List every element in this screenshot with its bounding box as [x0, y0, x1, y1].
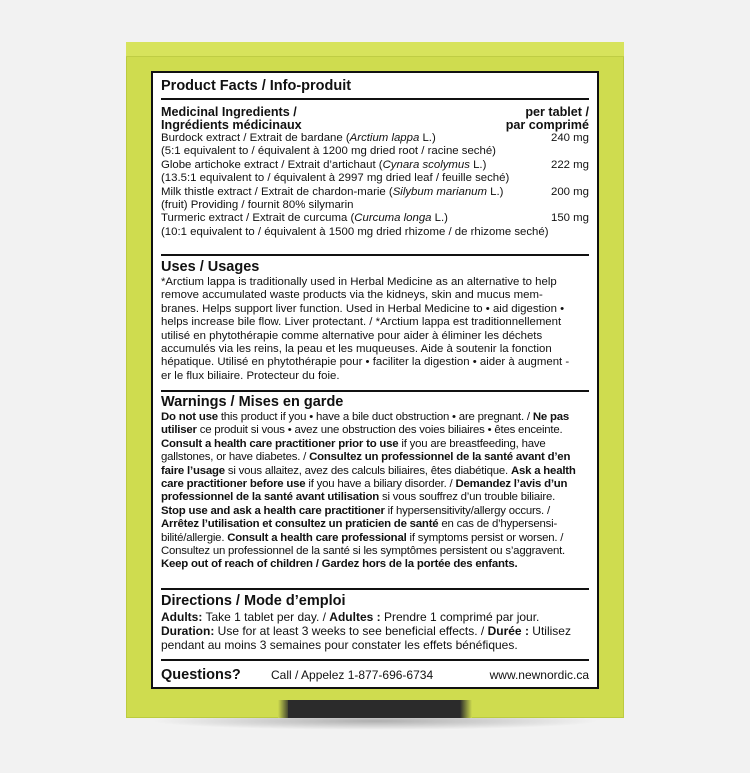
ingredient-row — [161, 212, 589, 225]
ingredient-name — [161, 159, 486, 172]
ingredients-list — [161, 132, 589, 239]
warnings-line — [161, 532, 589, 545]
ingredient-note: (5:1 equivalent to / équivalent à 1200 mg dried root / racine seché) — [161, 145, 496, 158]
ingredient-name-post: L.) — [469, 158, 487, 171]
facts-header — [161, 76, 589, 100]
warnings-line-segment: if symptoms persist or worsen. / — [406, 531, 564, 544]
warnings-heading: Warnings / Mises en garde — [161, 394, 344, 410]
warnings-line — [161, 465, 589, 478]
directions-text — [161, 610, 589, 652]
ingredient-name-pre: Turmeric extract / Extrait de curcuma ( — [161, 212, 355, 225]
directions-line — [161, 610, 589, 624]
directions-section — [161, 592, 589, 661]
ingredient-name-pre: Globe artichoke extract / Extrait d’artichaut ( — [161, 158, 383, 171]
warnings-line-segment: if hypersensitivity/allergy occurs. / — [384, 504, 550, 517]
warnings-line-segment: en cas de d’hypersensi- — [438, 518, 558, 531]
warnings-line-segment: professionnel de la santé avant utilisation — [161, 491, 380, 504]
directions-line-segment: Duration: — [161, 624, 215, 638]
ingredients-heading-fr: Ingrédients médicinaux — [161, 118, 302, 132]
ingredients-heading-row-fr — [161, 119, 589, 132]
warnings-line-segment: Ask a health — [510, 464, 576, 477]
ingredient-latin: Cynara scolymus — [382, 158, 470, 171]
warnings-line — [161, 558, 589, 571]
ingredient-row — [161, 159, 589, 172]
ingredient-name-post: L.) — [487, 185, 504, 198]
questions-row — [161, 665, 589, 685]
warnings-line-segment: care practitioner before use — [161, 478, 306, 491]
warnings-line-segment: Consultez un professionnel de la santé si les symptômes persistent ou s’aggravent. — [161, 545, 566, 558]
warnings-line-segment: si vous souffrez d’un trouble biliaire. — [379, 491, 556, 504]
warnings-line-segment: si vous allaitez, avez des calculs biliaires, êtes diabétique. — [224, 464, 511, 477]
warnings-line — [161, 505, 589, 518]
ingredient-amount: 240 mg — [551, 132, 589, 144]
ingredient-name-post: L.) — [419, 132, 436, 144]
questions-heading: Questions? — [161, 667, 241, 683]
directions-line-segment: Take 1 tablet per day. / — [202, 610, 330, 624]
warnings-line-segment: bilité/allergie. — [161, 531, 228, 544]
ingredient-name — [161, 212, 448, 225]
warnings-line — [161, 478, 589, 491]
warnings-line-segment: if you are breastfeeding, have — [398, 437, 546, 450]
warnings-line — [161, 545, 589, 558]
warnings-line — [161, 411, 589, 424]
warnings-line-segment: Consultez un professionnel de la santé avant d’en — [309, 451, 571, 464]
directions-line-segment: Prendre 1 comprimé par jour. — [380, 610, 540, 624]
uses-line: branes. Helps support liver function. Used in Herbal Medicine to • aid digestion • — [161, 302, 565, 315]
warnings-line — [161, 518, 589, 531]
product-facts-panel — [151, 71, 599, 689]
uses-line: remove accumulated waste products via the kidneys, skin and mucus mem- — [161, 289, 543, 302]
directions-line-segment: Adultes : — [329, 610, 381, 624]
warnings-line — [161, 438, 589, 451]
uses-line: er le flux biliaire. Protecteur du foie. — [161, 369, 340, 382]
ingredient-row — [161, 132, 589, 145]
warnings-line — [161, 451, 589, 464]
box-top-flap — [126, 42, 624, 57]
warnings-line-segment: faire l’usage — [161, 464, 225, 477]
warnings-line — [161, 491, 589, 504]
ingredient-row — [161, 186, 589, 199]
per-tablet-en: per tablet / — [525, 105, 589, 119]
ingredient-latin: Arctium lappa — [349, 132, 420, 144]
directions-line-segment: Utilisez — [528, 624, 571, 638]
ingredient-note: (13.5:1 equivalent to / équivalent à 2997 mg dried leaf / feuille seché) — [161, 172, 510, 185]
ingredient-name-post: L.) — [431, 212, 448, 225]
warnings-section — [161, 393, 589, 590]
ingredients-heading-en: Medicinal Ingredients / — [161, 105, 297, 119]
box-notch-edge-right — [460, 700, 472, 718]
directions-heading: Directions / Mode d’emploi — [161, 593, 346, 609]
warnings-line-segment: Keep out of reach of children / Gardez hors de la portée des enfants. — [161, 558, 518, 571]
directions-line-segment: Use for at least 3 weeks to see beneficial effects. / — [214, 624, 488, 638]
directions-line — [161, 624, 589, 638]
box-bottom-notch — [288, 700, 462, 718]
facts-title: Product Facts / Info-produit — [161, 78, 352, 94]
warnings-line-segment: Demandez l’avis d’un — [455, 478, 568, 491]
warnings-line-segment: Do not use — [161, 411, 218, 423]
ingredient-name — [161, 186, 503, 199]
ingredient-name — [161, 132, 436, 145]
warnings-line-segment: utiliser — [161, 424, 197, 437]
ingredient-name-pre: Milk thistle extract / Extrait de chardon-marie ( — [161, 185, 393, 198]
uses-section — [161, 258, 589, 392]
warnings-line-segment: Consult a health care professional — [227, 531, 407, 544]
ingredient-amount: 222 mg — [551, 158, 589, 171]
directions-line-segment: Adults: — [161, 610, 203, 624]
uses-text — [161, 276, 589, 383]
ingredients-section — [161, 102, 589, 256]
uses-line: accumulés via les reins, la peau et les muqueuses. Aide à soutenir la fonction — [161, 343, 552, 356]
uses-line: *Arctium lappa is traditionally used in Herbal Medicine as an alternative to help — [161, 276, 557, 288]
uses-line: helps increase bile flow. Liver protectant. / *Arctium lappa est traditionnellement — [161, 316, 562, 329]
directions-line-segment: Durée : — [487, 624, 529, 638]
warnings-line-segment: Ne pas — [532, 411, 570, 423]
warnings-line-segment: Consult a health care practitioner prior to use — [161, 437, 399, 450]
warnings-line-segment: Stop use and ask a health care practitioner — [161, 504, 385, 517]
per-tablet-fr: par comprimé — [505, 118, 589, 132]
warnings-line-segment: this product if you • have a bile duct obstruction • are pregnant. / — [217, 411, 533, 423]
ingredient-amount: 200 mg — [551, 185, 589, 198]
website-link[interactable]: www.newnordic.ca — [489, 668, 589, 682]
ingredient-name-pre: Burdock extract / Extrait de bardane ( — [161, 132, 350, 144]
ingredient-latin: Curcuma longa — [354, 212, 432, 225]
warnings-line-segment: if you have a biliary disorder. / — [305, 478, 456, 491]
warnings-line — [161, 424, 589, 437]
warnings-line-segment: Arrêtez l’utilisation et consultez un praticien de santé — [161, 518, 439, 531]
warnings-line-segment: ce produit si vous • avez une obstruction des voies biliaires • êtes enceinte. — [196, 424, 563, 437]
ingredient-latin: Silybum marianum — [392, 185, 488, 198]
ingredient-note: (fruit) Providing / fournit 80% silymarin — [161, 199, 354, 212]
uses-line: utilisé en phytothérapie comme alternative pour aider à éliminer les déchets — [161, 329, 543, 342]
warnings-text — [161, 411, 589, 572]
warnings-line-segment: gallstones, or have diabetes. / — [161, 451, 310, 464]
call-number[interactable]: Call / Appelez 1-877-696-6734 — [271, 668, 434, 682]
ingredient-amount: 150 mg — [551, 212, 589, 225]
directions-line-segment: pendant au moins 3 semaines pour constater les effets bénéfiques. — [161, 638, 518, 652]
uses-heading: Uses / Usages — [161, 259, 260, 275]
ingredient-note: (10:1 equivalent to / équivalent à 1500 mg dried rhizome / de rhizome seché) — [161, 225, 549, 238]
uses-line: hépatique. Utilisé en phytothérapie pour • faciliter la digestion • aider à augment - — [161, 356, 570, 369]
directions-line — [161, 638, 589, 652]
